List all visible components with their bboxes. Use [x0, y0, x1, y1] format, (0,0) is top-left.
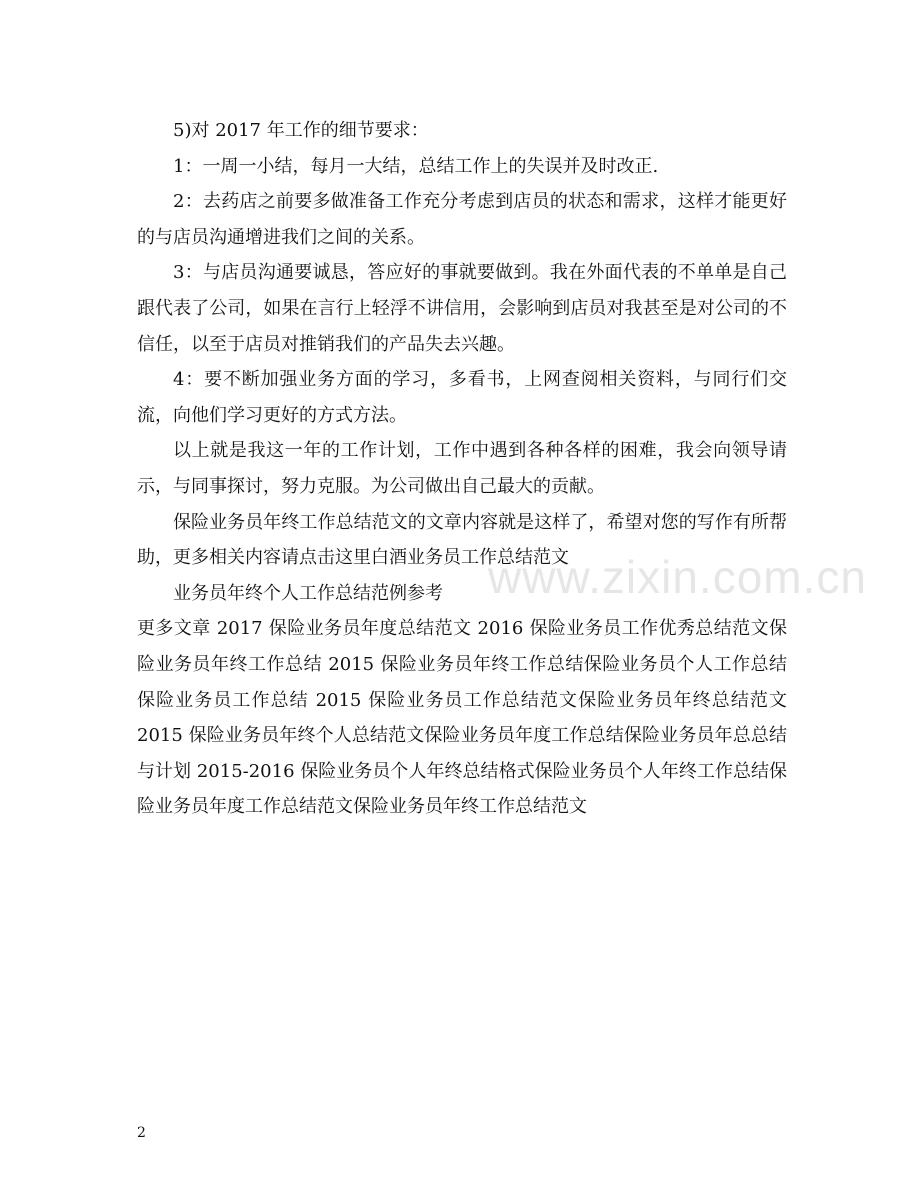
paragraph-closing: 保险业务员年终工作总结范文的文章内容就是这样了，希望对您的写作有所帮助，更多相关内容请点击这里白酒业务员工作总结范文: [137, 511, 787, 569]
paragraph-summary: 以上就是我这一年的工作计划，工作中遇到各种各样的困难，我会向领导请示，与同事探讨，努力克服。为公司做出自己最大的贡献。: [137, 440, 787, 497]
paragraph-item-2: 2：去药店之前要多做准备工作充分考虑到店员的状态和需求，这样才能更好的与店员沟通增进我们之间的关系。: [137, 191, 787, 248]
document-body: [137, 113, 787, 825]
paragraph-detail-requirements: 5)对 2017 年工作的细节要求：: [173, 120, 429, 141]
paragraph-reference-title: 业务员年终个人工作总结范例参考: [173, 582, 443, 604]
page-number: 2: [137, 1125, 146, 1141]
paragraph-item-4: 4：要不断加强业务方面的学习，多看书，上网查阅相关资料，与同行们交流，向他们学习更好的方式方法。: [137, 369, 787, 426]
paragraph-item-3: 3：与店员沟通要诚恳，答应好的事就要做到。我在外面代表的不单单是自己跟代表了公司，如果在言行上轻浮不讲信用，会影响到店员对我甚至是对公司的不信任，以至于店员对推销我们的产品失去兴趣。: [137, 262, 787, 355]
paragraph-item-1: 1：一周一小结，每月一大结，总结工作上的失误并及时改正.: [173, 155, 659, 177]
paragraph-more-articles: 更多文章 2017 保险业务员年度总结范文 2016 保险业务员工作优秀总结范文保险业务员年终工作总结 2015 保险业务员年终工作总结保险业务员个人工作总结保险业务员工作总结 2015 保险业务员工作总结范文保险业务员年终总结范文 2015 保险业务员年终个人总结范文保险业务员年度工作总结保险业务员年总总结与计划 2015-2016 保险业务员个人年终总结格式保险业务员个人年终工作总结保险业务员年度工作总结范文保险业务员年终工作总结范文: [137, 618, 787, 818]
watermark: www.zixin.com.cn: [488, 551, 867, 603]
